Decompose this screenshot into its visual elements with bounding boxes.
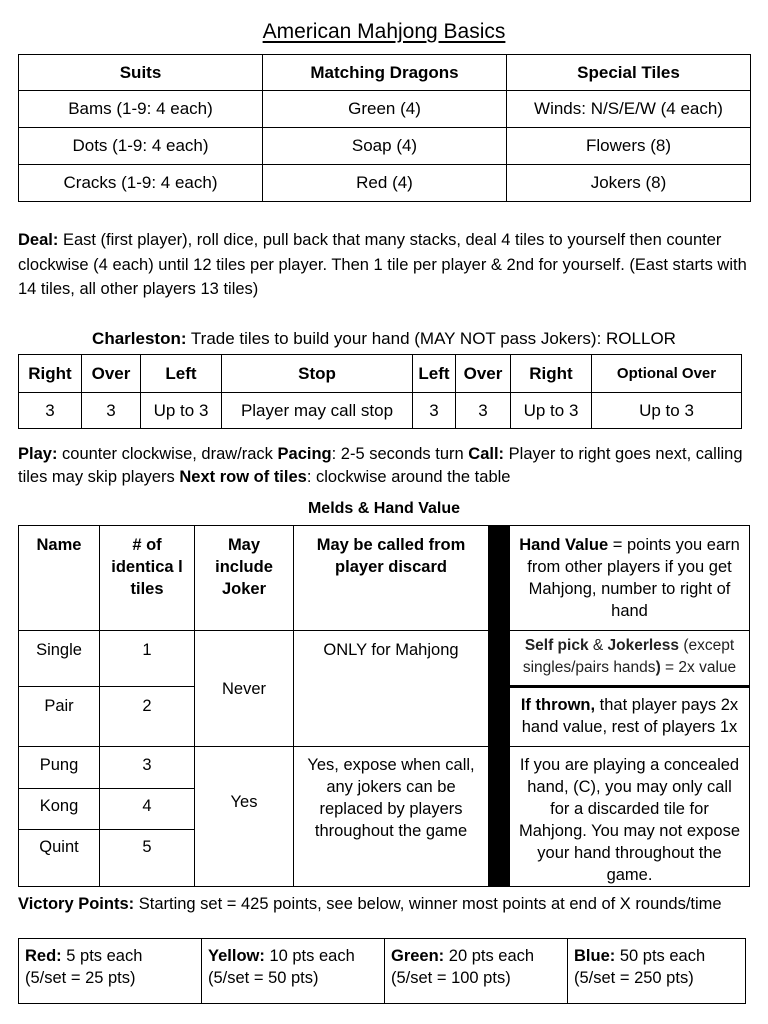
meld-count: 3 [100, 747, 195, 789]
deal-label: Deal: [18, 231, 59, 249]
header-over: Over [82, 355, 141, 393]
table-cell: Player may call stop [222, 393, 413, 429]
call-yes: Yes, expose when call, any jokers can be replaced by players throughout the game [294, 747, 489, 887]
table-row [19, 128, 751, 165]
call-text: Player to right goes next, calling tiles may skip players [18, 445, 743, 486]
deal-paragraph [18, 228, 758, 302]
pacing-label: Pacing [277, 445, 332, 463]
play-paragraph [18, 443, 758, 489]
melds-table [18, 525, 750, 887]
call-only-mahjong: ONLY for Mahjong [294, 631, 489, 747]
header-suits: Suits [19, 55, 263, 91]
yellow-label: Yellow: [208, 947, 265, 965]
pacing-text: : 2-5 seconds turn [331, 445, 469, 463]
play-text: counter clockwise, draw/rack [57, 445, 278, 463]
victory-cell-green [385, 939, 568, 1004]
victory-label: Victory Points: [18, 895, 135, 913]
header-stop: Stop [222, 355, 413, 393]
hand-value-cell [510, 526, 750, 631]
deal-text: East (first player), roll dice, pull back that many stacks, deal 4 tiles to yourself then counter clockwise (4 each) until 12 tiles per player. Then 1 tile per player & 2nd for yourself. (East starts with 14 tiles, all other players 13 tiles) [18, 231, 747, 298]
meld-name: Single [19, 631, 100, 687]
thrown-cell [510, 687, 750, 747]
table-header-row [19, 55, 751, 91]
blue-set: (5/set = 250 pts) [574, 969, 694, 987]
table-row [19, 747, 750, 789]
table-cell: Green (4) [263, 91, 507, 128]
charleston-table [18, 354, 742, 429]
table-row [19, 165, 751, 202]
charleston-text: Trade tiles to build your hand (MAY NOT pass Jokers): ROLLOR [186, 329, 676, 348]
header-right: Right [19, 355, 82, 393]
meld-name: Pair [19, 687, 100, 747]
victory-text: Starting set = 425 points, see below, winner most points at end of X rounds/time [134, 895, 722, 913]
charleston-heading [0, 329, 768, 349]
table-cell: Winds: N/S/E/W (4 each) [507, 91, 751, 128]
table-cell: Up to 3 [141, 393, 222, 429]
table-row [19, 631, 750, 687]
header-left: Left [141, 355, 222, 393]
table-header-row [19, 526, 750, 631]
melds-heading: Melds & Hand Value [307, 500, 461, 517]
red-set: (5/set = 25 pts) [25, 969, 136, 987]
green-set: (5/set = 100 pts) [391, 969, 511, 987]
table-cell: Up to 3 [592, 393, 742, 429]
play-label: Play: [18, 445, 58, 463]
concealed-cell: If you are playing a concealed hand, (C), you may only call for a discarded tile for Mahjong. You may not expose your hand throughout the game. [510, 747, 750, 887]
table-cell: 3 [456, 393, 511, 429]
header-special-tiles: Special Tiles [507, 55, 751, 91]
meld-count: 4 [100, 789, 195, 830]
table-cell: 3 [19, 393, 82, 429]
charleston-label: Charleston: [92, 329, 187, 348]
header-over-2: Over [456, 355, 511, 393]
green-label: Green: [391, 947, 445, 965]
call-label: Call: [468, 445, 505, 463]
joker-never: Never [195, 631, 294, 747]
meld-count: 1 [100, 631, 195, 687]
yellow-set: (5/set = 50 pts) [208, 969, 319, 987]
next-row-label: Next row of tiles [179, 468, 307, 486]
hand-value-text: = points you earn from other players if you get Mahjong, number to right of hand [527, 536, 740, 620]
victory-paragraph [18, 893, 758, 915]
header-may-include-joker: May include Joker [195, 526, 294, 631]
red-label: Red: [25, 947, 62, 965]
page-title: American Mahjong Basics [262, 20, 506, 43]
next-row-text: : clockwise around the table [306, 468, 511, 486]
table-cell: Dots (1-9: 4 each) [19, 128, 263, 165]
thrown-text: that player pays 2x hand value, rest of players 1x [521, 696, 739, 736]
joker-yes: Yes [195, 747, 294, 887]
table-row [19, 393, 742, 429]
self-pick-cell [510, 631, 750, 687]
self-pick-paren: ) [655, 659, 661, 676]
meld-name: Pung [19, 747, 100, 789]
table-cell: Red (4) [263, 165, 507, 202]
table-cell: Jokers (8) [507, 165, 751, 202]
thrown-label: If thrown, [520, 696, 596, 714]
table-cell: 3 [413, 393, 456, 429]
meld-count: 2 [100, 687, 195, 747]
self-pick-text: (except singles/pairs hands [522, 637, 735, 676]
table-cell: Flowers (8) [507, 128, 751, 165]
blue-label: Blue: [574, 947, 616, 965]
yellow-text: 10 pts each [264, 947, 355, 965]
header-identical-tiles: # of identica l tiles [100, 526, 195, 631]
black-divider [489, 526, 510, 887]
blue-text: 50 pts each [615, 947, 706, 965]
table-cell: Up to 3 [511, 393, 592, 429]
table-cell: 3 [82, 393, 141, 429]
hand-value-label: Hand Value [519, 536, 609, 554]
jokerless-label: Jokerless [607, 637, 680, 654]
red-text: 5 pts each [61, 947, 143, 965]
suits-table [18, 54, 751, 202]
victory-cell-yellow [202, 939, 385, 1004]
victory-cell-red [19, 939, 202, 1004]
self-pick-label: Self pick [524, 637, 589, 654]
table-cell: Soap (4) [263, 128, 507, 165]
header-left-2: Left [413, 355, 456, 393]
table-header-row [19, 355, 742, 393]
victory-table [18, 938, 746, 1004]
header-right-2: Right [511, 355, 592, 393]
table-cell: Cracks (1-9: 4 each) [19, 165, 263, 202]
header-optional-over: Optional Over [592, 355, 742, 393]
header-name: Name [19, 526, 100, 631]
header-may-be-called: May be called from player discard [294, 526, 489, 631]
table-cell: Bams (1-9: 4 each) [19, 91, 263, 128]
meld-name: Kong [19, 789, 100, 830]
amp-text: & [588, 637, 608, 654]
green-text: 20 pts each [444, 947, 535, 965]
header-matching-dragons: Matching Dragons [263, 55, 507, 91]
table-row [19, 939, 746, 1004]
table-row [19, 91, 751, 128]
victory-cell-blue [568, 939, 746, 1004]
meld-count: 5 [100, 830, 195, 887]
meld-name: Quint [19, 830, 100, 887]
self-pick-value: = 2x value [660, 659, 737, 676]
